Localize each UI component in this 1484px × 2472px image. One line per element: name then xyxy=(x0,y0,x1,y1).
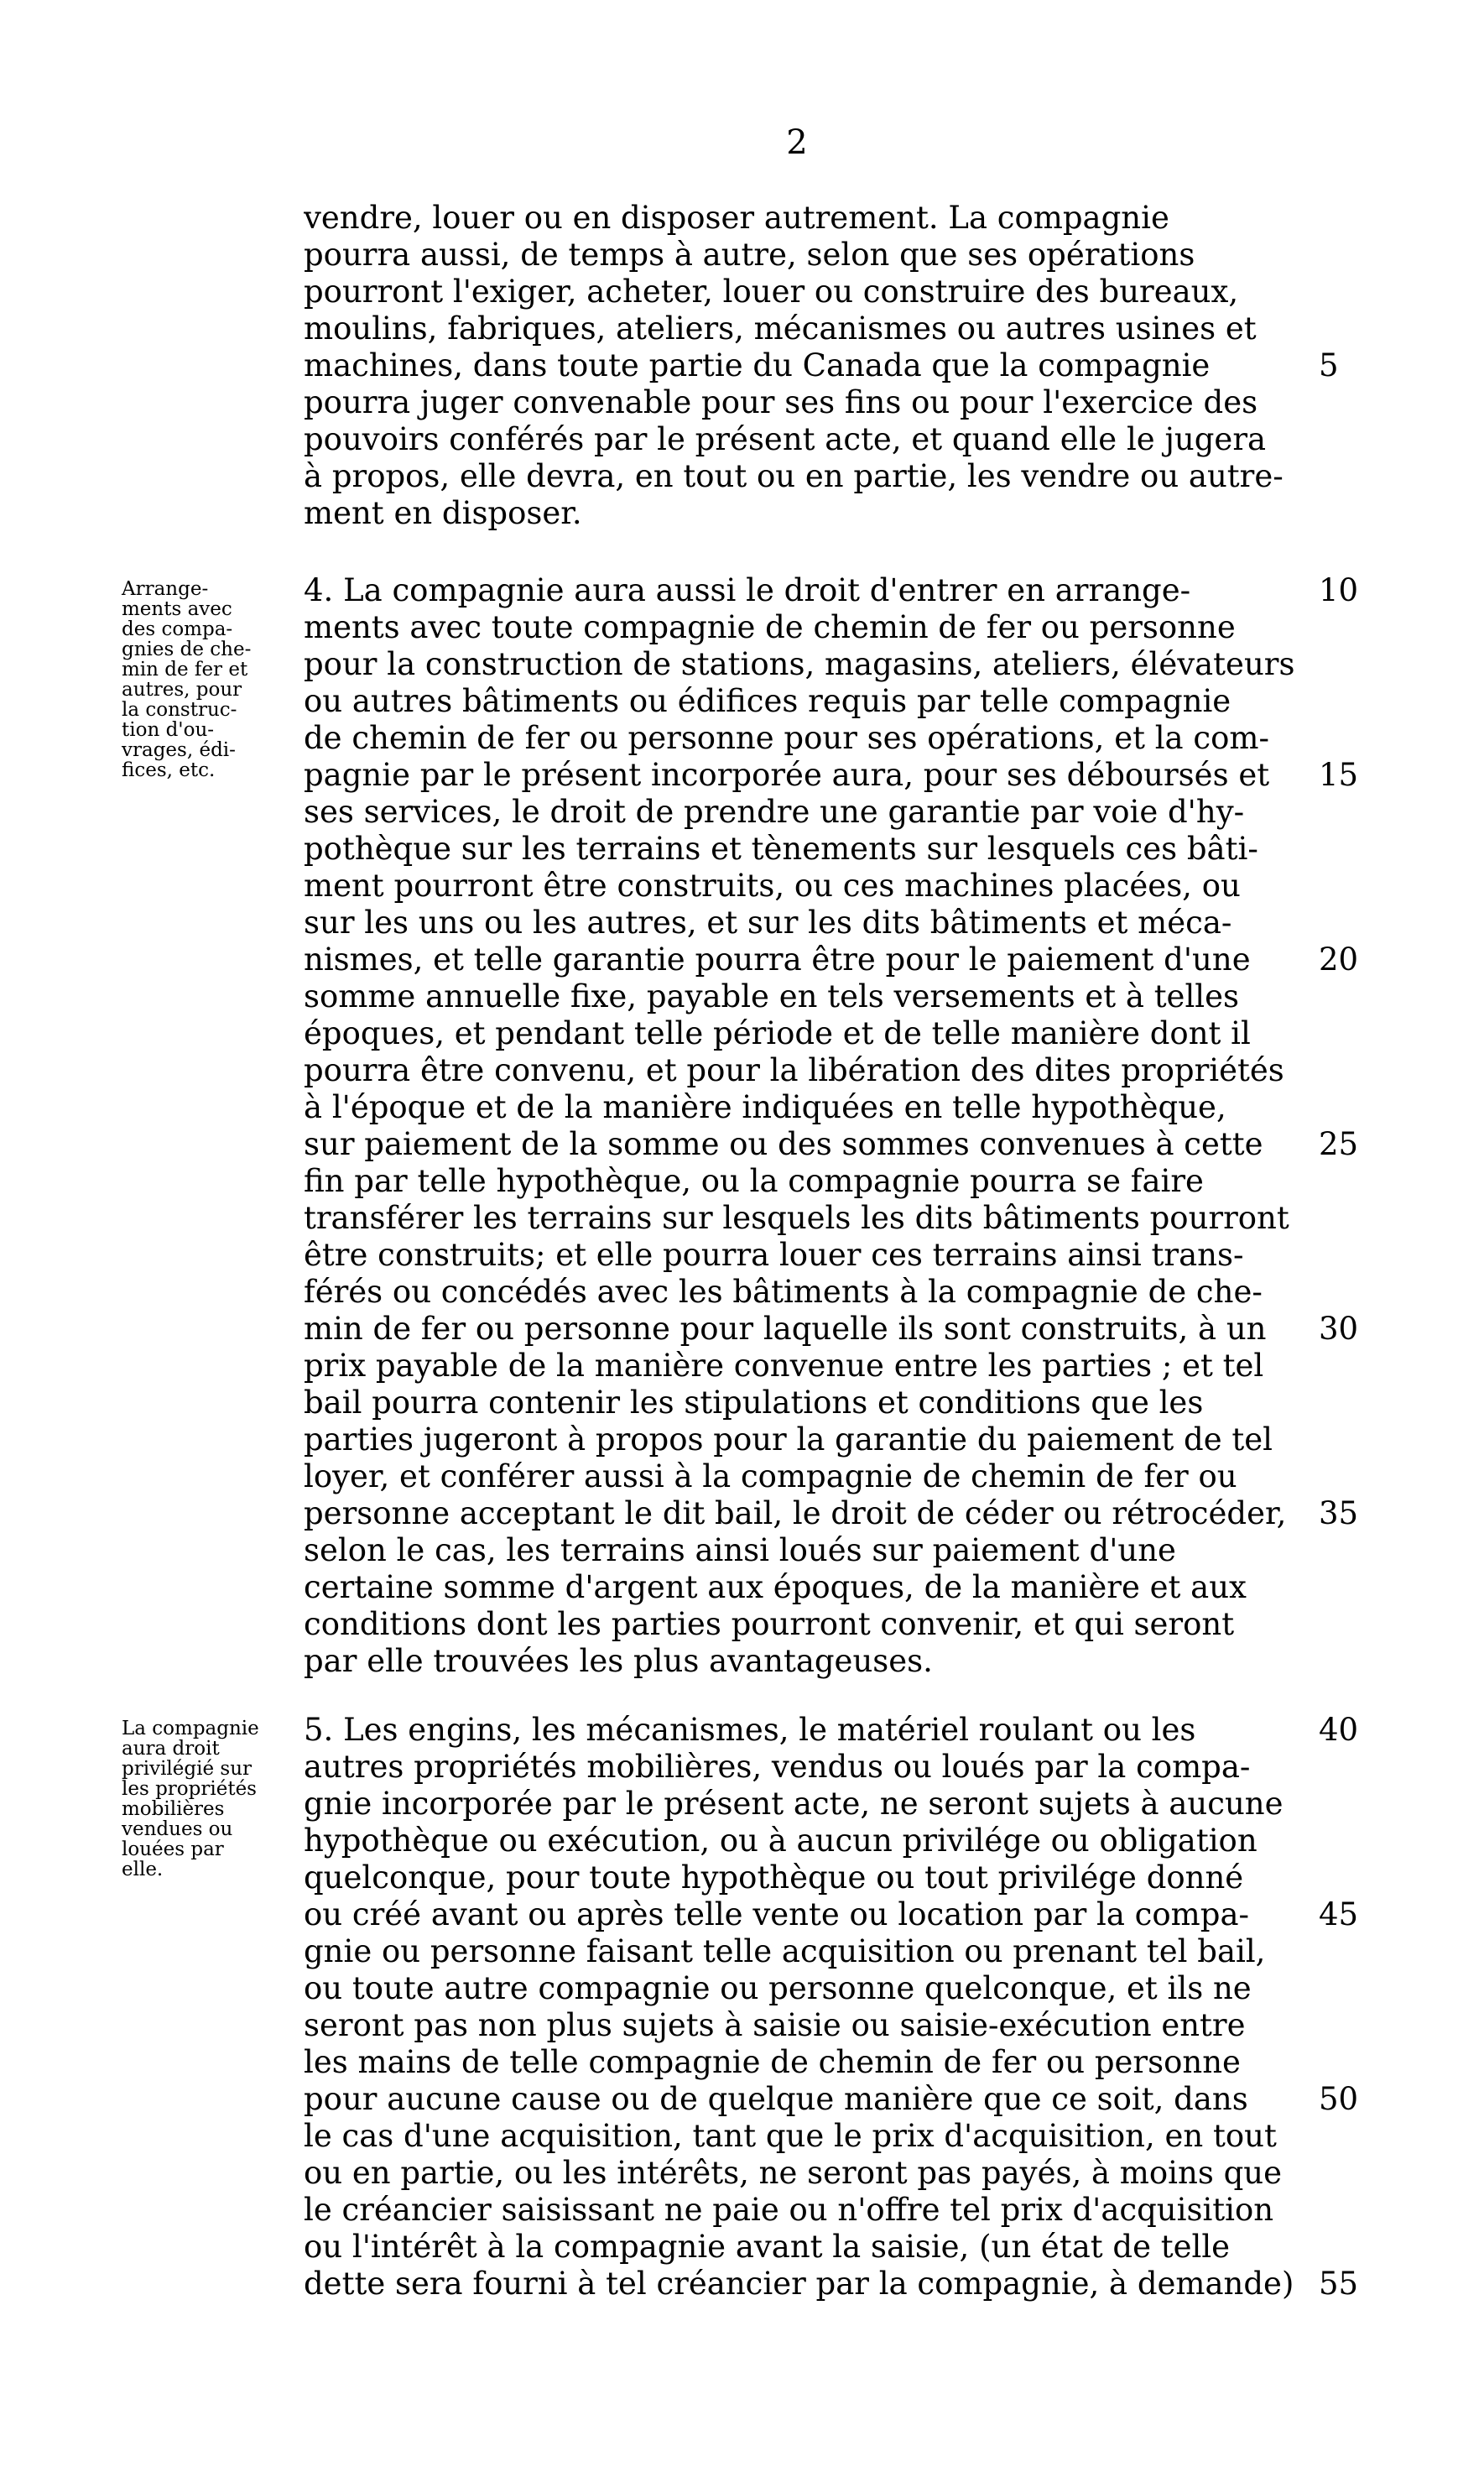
text-line: ou créé avant ou après telle vente ou location par la compa- xyxy=(304,1896,1250,1932)
text-line: être construits; et elle pourra louer ces terrains ainsi trans- xyxy=(304,1237,1244,1273)
text-line: ou l'intérêt à la compagnie avant la saisie, (un état de telle xyxy=(304,2229,1231,2265)
text-line: hypothèque ou exécution, ou à aucun privilége ou obligation xyxy=(304,1823,1257,1859)
line-number: 15 xyxy=(1319,757,1359,793)
sidenote-line: les propriétés xyxy=(122,1778,257,1800)
text-line: gnie ou personne faisant telle acquisition ou prenant tel bail, xyxy=(304,1933,1266,1969)
line-number: 35 xyxy=(1319,1495,1359,1531)
sidenote-line: louées par xyxy=(122,1838,224,1860)
sidenote-line: La compagnie xyxy=(122,1718,259,1739)
text-line: pouvoirs conférés par le présent acte, et quand elle le jugera xyxy=(304,421,1267,457)
text-line: dette sera fourni à tel créancier par la compagnie, à demande) xyxy=(304,2266,1294,2302)
text-line: certaine somme d'argent aux époques, de la manière et aux xyxy=(304,1569,1247,1605)
text-line: parties jugeront à propos pour la garantie du paiement de tel xyxy=(304,1421,1273,1458)
text-line: de chemin de fer ou personne pour ses opérations, et la com- xyxy=(304,720,1269,756)
text-line: ou en partie, ou les intérêts, ne seront pas payés, à moins que xyxy=(304,2155,1282,2191)
text-line: férés ou concédés avec les bâtiments à la compagnie de che- xyxy=(304,1274,1263,1310)
text-line: 4. La compagnie aura aussi le droit d'entrer en arrange- xyxy=(304,572,1191,608)
line-number: 25 xyxy=(1319,1126,1359,1162)
text-line: selon le cas, les terrains ainsi loués sur paiement d'une xyxy=(304,1532,1176,1568)
text-line: vendre, louer ou en disposer autrement. La compagnie xyxy=(304,200,1169,236)
text-line: prix payable de la manière convenue entre les parties ; et tel xyxy=(304,1348,1264,1384)
text-line: nismes, et telle garantie pourra être pour le paiement d'une xyxy=(304,941,1251,978)
text-line: transférer les terrains sur lesquels les dits bâtiments pourront xyxy=(304,1200,1289,1236)
text-line: époques, et pendant telle période et de telle manière dont il xyxy=(304,1015,1251,1051)
text-line: par elle trouvées les plus avantageuses. xyxy=(304,1643,933,1679)
line-number: 10 xyxy=(1319,572,1359,608)
sidenote-line: min de fer et xyxy=(122,659,248,681)
text-line: pothèque sur les terrains et tènements sur lesquels ces bâti- xyxy=(304,831,1258,867)
sidenote-line: autres, pour xyxy=(122,679,242,701)
page-number: 2 xyxy=(786,123,808,162)
section-5-paragraph xyxy=(304,1712,1336,2303)
text-line: machines, dans toute partie du Canada que la compagnie xyxy=(304,347,1211,383)
line-number: 40 xyxy=(1319,1712,1359,1748)
text-line: personne acceptant le dit bail, le droit de céder ou rétrocéder, xyxy=(304,1495,1287,1531)
text-line: pourront l'exiger, acheter, louer ou construire des bureaux, xyxy=(304,274,1239,310)
text-line: bail pourra contenir les stipulations et conditions que les xyxy=(304,1385,1204,1421)
line-number: 5 xyxy=(1319,347,1339,383)
sidenote-line: la construc- xyxy=(122,699,237,721)
sidenote-line: gnies de che- xyxy=(122,639,252,660)
text-line: min de fer ou personne pour laquelle ils sont construits, à un xyxy=(304,1311,1267,1347)
text-line: pourra juger convenable pour ses fins ou pour l'exercice des xyxy=(304,384,1258,420)
sidenote-line: vendues ou xyxy=(122,1818,233,1840)
text-line: gnie incorporée par le présent acte, ne seront sujets à aucune xyxy=(304,1786,1284,1822)
text-line: à l'époque et de la manière indiquées en telle hypothèque, xyxy=(304,1089,1226,1125)
sidenote-line: mobilières xyxy=(122,1798,225,1820)
text-line: conditions dont les parties pourront convenir, et qui seront xyxy=(304,1606,1235,1642)
text-line: somme annuelle fixe, payable en tels versements et à telles xyxy=(304,978,1240,1014)
paragraph-continued xyxy=(304,200,1336,532)
sidenote-line: ments avec xyxy=(122,598,232,620)
line-number: 20 xyxy=(1319,941,1359,978)
sidenote-line: privilégié sur xyxy=(122,1758,253,1780)
text-line: pagnie par le présent incorporée aura, pour ses déboursés et xyxy=(304,757,1270,793)
text-line: pour aucune cause ou de quelque manière que ce soit, dans xyxy=(304,2081,1248,2117)
text-line: le créancier saisissant ne paie ou n'offre tel prix d'acquisition xyxy=(304,2192,1274,2228)
text-line: sur les uns ou les autres, et sur les dits bâtiments et méca- xyxy=(304,905,1232,941)
sidenote-line: des compa- xyxy=(122,618,233,640)
text-line: pourra aussi, de temps à autre, selon que ses opérations xyxy=(304,237,1195,273)
text-line: 5. Les engins, les mécanismes, le matériel roulant ou les xyxy=(304,1712,1196,1748)
text-line: fin par telle hypothèque, ou la compagnie pourra se faire xyxy=(304,1163,1204,1199)
text-line: sur paiement de la somme ou des sommes convenues à cette xyxy=(304,1126,1263,1162)
line-number: 50 xyxy=(1319,2081,1359,2117)
sidenote-section-5 xyxy=(122,1718,289,1880)
text-line: le cas d'une acquisition, tant que le prix d'acquisition, en tout xyxy=(304,2118,1277,2154)
text-line: pour la construction de stations, magasins, ateliers, élévateurs xyxy=(304,646,1295,682)
text-line: seront pas non plus sujets à saisie ou saisie-exécution entre xyxy=(304,2007,1246,2043)
text-line: ou autres bâtiments ou édifices requis par telle compagnie xyxy=(304,683,1231,719)
text-line: loyer, et conférer aussi à la compagnie de chemin de fer ou xyxy=(304,1458,1237,1494)
sidenote-line: tion d'ou- xyxy=(122,719,215,741)
text-line: moulins, fabriques, ateliers, mécanismes ou autres usines et xyxy=(304,310,1257,347)
text-line: les mains de telle compagnie de chemin de fer ou personne xyxy=(304,2044,1241,2080)
sidenote-line: fices, etc. xyxy=(122,759,216,781)
text-line: ment pourront être construits, ou ces machines placées, ou xyxy=(304,868,1241,904)
text-line: ments avec toute compagnie de chemin de fer ou personne xyxy=(304,609,1236,645)
sidenote-line: Arrange- xyxy=(122,578,209,600)
sidenote-line: aura droit xyxy=(122,1738,220,1760)
line-number: 55 xyxy=(1319,2266,1359,2302)
section-4-paragraph xyxy=(304,572,1336,1680)
text-line: autres propriétés mobilières, vendus ou loués par la compa- xyxy=(304,1749,1251,1785)
line-number: 45 xyxy=(1319,1896,1359,1932)
text-line: ment en disposer. xyxy=(304,495,582,531)
sidenote-line: vrages, édi- xyxy=(122,739,236,761)
text-line: ses services, le droit de prendre une garantie par voie d'hy- xyxy=(304,794,1245,830)
sidenote-line: elle. xyxy=(122,1859,164,1880)
sidenote-section-4 xyxy=(122,579,289,780)
text-line: pourra être convenu, et pour la libération des dites propriétés xyxy=(304,1052,1284,1088)
line-number: 30 xyxy=(1319,1311,1359,1347)
text-line: à propos, elle devra, en tout ou en partie, les vendre ou autre- xyxy=(304,458,1284,494)
text-line: quelconque, pour toute hypothèque ou tout privilége donné xyxy=(304,1859,1244,1896)
text-line: ou toute autre compagnie ou personne quelconque, et ils ne xyxy=(304,1970,1252,2006)
